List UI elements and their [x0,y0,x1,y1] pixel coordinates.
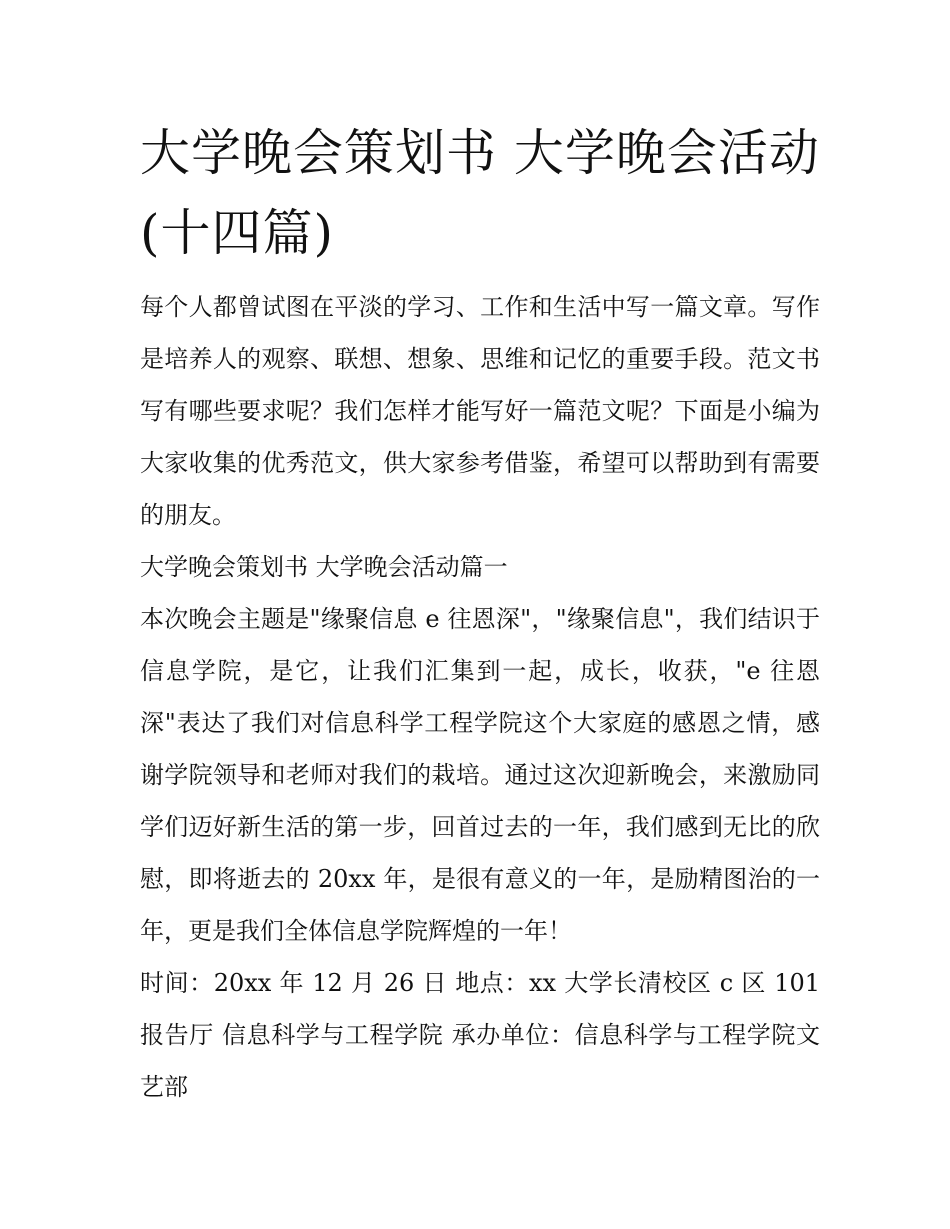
section-heading: 大学晚会策划书 大学晚会活动篇一 [140,553,508,581]
theme-paragraph: 本次晚会主题是"缘聚信息 e 往恩深"，"缘聚信息"，我们结识于信息学院，是它，让我们汇集到一起，成长，收获，"e 往恩深"表达了我们对信息科学工程学院这个大家庭的感恩之情，感谢学院领导和老师对我们的栽培。通过这次迎新晚会，来激励同学们迈好新生活的第一步，回首过去的一年，我们感到无比的欣慰，即将逝去的 20xx 年，是很有意义的一年，是励精图治的一年，更是我们全体信息学院辉煌的一年！ [140,605,820,945]
document-page [140,113,820,1113]
intro-paragraph: 每个人都曾试图在平淡的学习、工作和生活中写一篇文章。写作是培养人的观察、联想、想象、思维和记忆的重要手段。范文书写有哪些要求呢？我们怎样才能写好一篇范文呢？下面是小编为大家收集的优秀范文，供大家参考借鉴，希望可以帮助到有需要的朋友。 [140,293,820,529]
details-paragraph: 时间：20xx 年 12 月 26 日 地点：xx 大学长清校区 c 区 101 报告厅 信息科学与工程学院 承办单位：信息科学与工程学院文艺部 [140,969,820,1101]
document-title: 大学晚会策划书 大学晚会活动(十四篇) [140,124,820,262]
